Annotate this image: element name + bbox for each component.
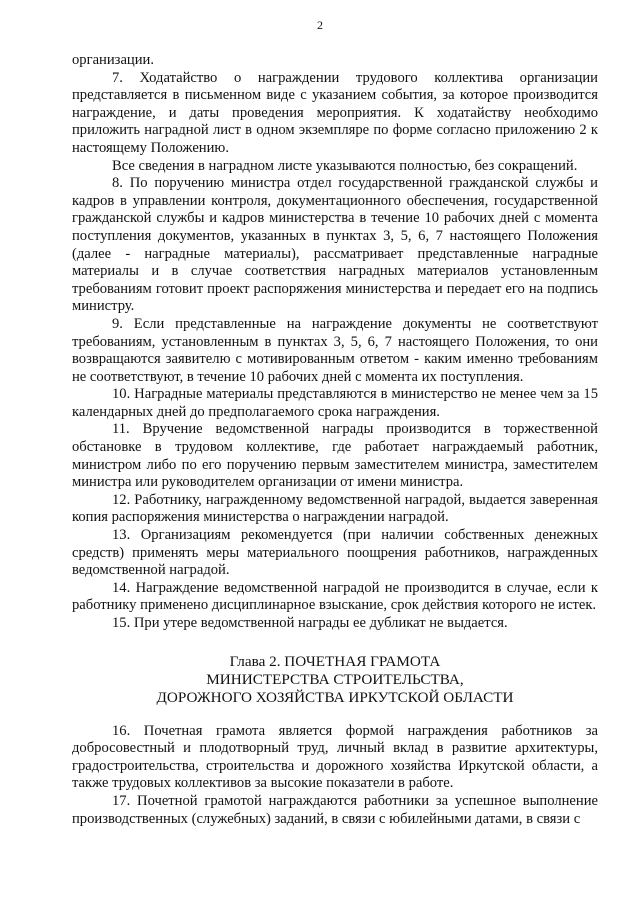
paragraph-item-14: 14. Награждение ведомственной наградой не производится в случае, если к работнику применено дисциплинарное взыскание, срок действия которого не истек. xyxy=(72,579,598,614)
paragraph-item-15: 15. При утере ведомственной награды ее дубликат не выдается. xyxy=(112,615,508,631)
chapter-heading-line-2: МИНИСТЕРСТВА СТРОИТЕЛЬСТВА, xyxy=(206,670,464,688)
paragraph-item-12: 12. Работнику, награжденному ведомственной наградой, выдается заверенная копия распоряжения министерства о награждении наградой. xyxy=(72,491,598,526)
paragraph-item-13: 13. Организациям рекомендуется (при наличии собственных денежных средств) применять меры материального поощрения работников, награжденных ведомственной наградой. xyxy=(72,527,598,579)
paragraph-item-9: 9. Если представленные на награждение документы не соответствуют требованиям, установленным в пунктах 3, 5, 6, 7 настоящего Положения, то они возвращаются заявителю с мотивированным ответом - каким именно требованиям не соответствуют, в течение 10 рабочих дней с момента их поступления. xyxy=(72,315,598,385)
paragraph-item-11: 11. Вручение ведомственной награды производится в торжественной обстановке в трудовом коллективе, где работает награждаемый работник, министром либо по его поручению первым заместителем министра, заместителем министра или руководителем организации от имени министра. xyxy=(72,421,598,491)
paragraph-continuation: организации. xyxy=(72,52,154,68)
paragraph-item-17: 17. Почетной грамотой награждаются работники за успешное выполнение производственных (служебных) заданий, в связи с юбилейными датами, в связи с xyxy=(72,792,598,827)
chapter-heading-line-3: ДОРОЖНОГО ХОЗЯЙСТВА ИРКУТСКОЙ ОБЛАСТИ xyxy=(156,688,514,706)
paragraph-item-16: 16. Почетная грамота является формой награждения работников за добросовестный и плодотворный труд, личный вклад в развитие архитектуры, градостроительства, строительства и дорожного хозяйства Иркутской области, а также трудовых коллективов за высокие показатели в работе. xyxy=(72,722,598,792)
paragraph-item-10: 10. Наградные материалы представляются в министерство не менее чем за 15 календарных дней до предполагаемого срока награждения. xyxy=(72,386,598,420)
document-body xyxy=(72,52,598,828)
paragraph-item-7-note: Все сведения в наградном листе указываются полностью, без сокращений. xyxy=(112,157,578,174)
chapter-heading-line-1: Глава 2. ПОЧЕТНАЯ ГРАМОТА xyxy=(229,652,441,670)
page-number: 2 xyxy=(317,18,323,32)
paragraph-item-8: 8. По поручению министра отдел государственной гражданской службы и кадров в управлении контроля, документационного обеспечения, государственной гражданской службы и кадров министерства в течение 10 рабочих дней с момента поступления документов, указанных в пунктах 3, 5, 6, 7 настоящего Положения (далее - наградные материалы), рассматривает представленные наградные материалы и в случае соответствия наградных материалов установленным требованиям готовит проект распоряжения министерства и передает его на подпись министру. xyxy=(72,175,598,315)
chapter-heading xyxy=(72,653,598,707)
paragraph-item-7: 7. Ходатайство о награждении трудового коллектива организации представляется в письменном виде с указанием события, за которое производится награждение, и даты проведения мероприятия. К ходатайству необходимо приложить наградной лист в одном экземпляре по форме согласно приложению 2 к настоящему Положению. xyxy=(72,69,598,156)
